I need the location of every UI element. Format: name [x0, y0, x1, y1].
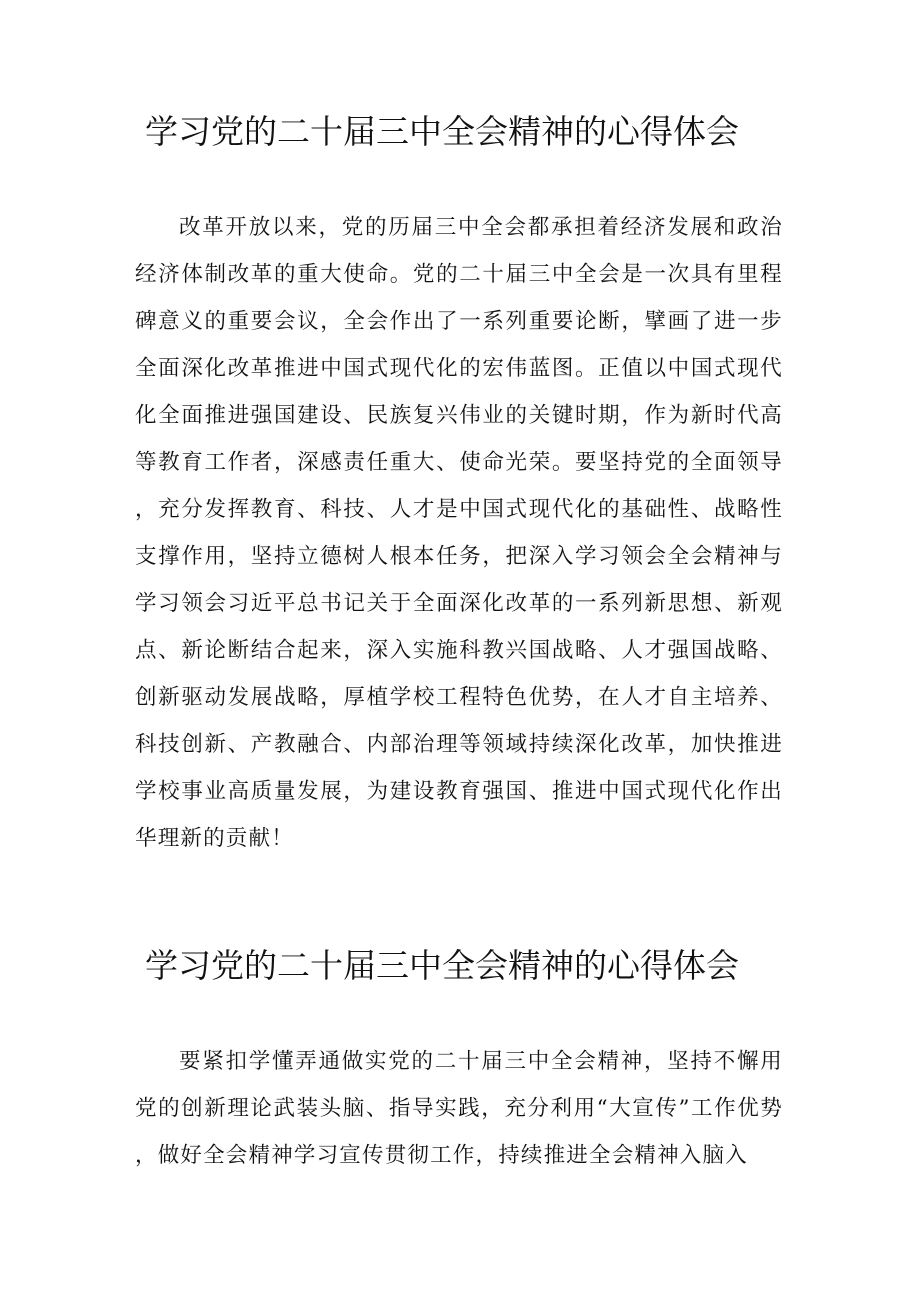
section-body-paragraph: 改革开放以来，党的历届三中全会都承担着经济发展和政治经济体制改革的重大使命。党的二十届三中全会是一次具有里程碑意义的重要会议，全会作出了一系列重要论断，擘画了进一步全面深化改革推进中国式现代化的宏伟蓝图。正值以中国式现代化全面推进强国建设、民族复兴伟业的关键时期，作为新时代高等教育工作者，深感责任重大、使命光荣。要坚持党的全面领导，充分发挥教育、科技、人才是中国式现代化的基础性、战略性支撑作用，坚持立德树人根本任务，把深入学习领会全会精神与学习领会习近平总书记关于全面深化改革的一系列新思想、新观点、新论断结合起来，深入实施科教兴国战略、人才强国战略、创新驱动发展战略，厚植学校工程特色优势，在人才自主培养、科技创新、产教融合、内部治理等领域持续深化改革，加快推进学校事业高质量发展，为建设教育强国、推进中国式现代化作出华理新的贡献！	[135, 215, 783, 851]
document-section-1	[0, 104, 920, 862]
section-title: 学习党的二十届三中全会精神的心得体会	[145, 946, 739, 985]
section-body-paragraph: 要紧扣学懂弄通做实党的二十届三中全会精神，坚持不懈用党的创新理论武装头脑、指导实践，充分利用“大宣传”工作优势，做好全会精神学习宣传贯彻工作，持续推进全会精神入脑入	[135, 1049, 783, 1168]
section-title: 学习党的二十届三中全会精神的心得体会	[145, 112, 739, 151]
document-section-2	[0, 938, 920, 1179]
